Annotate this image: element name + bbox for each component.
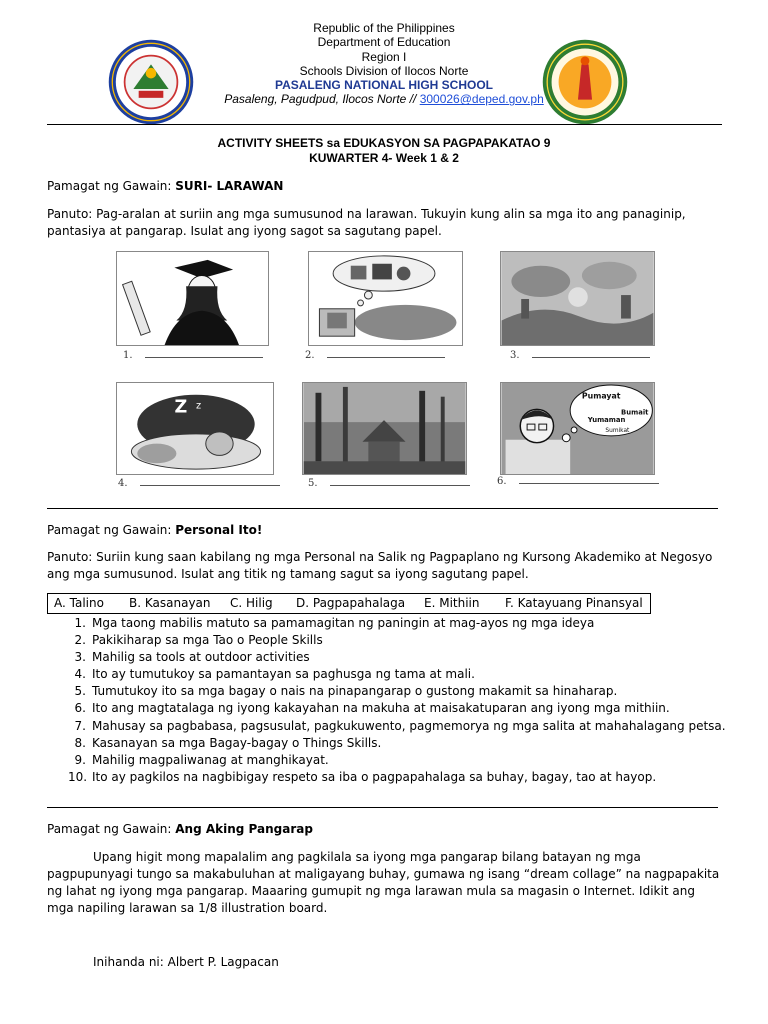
- prepared-by: Inihanda ni: Albert P. Lagpacan: [93, 955, 279, 969]
- item-number: 7.: [74, 718, 86, 733]
- item-text: Kasanayan sa mga Bagay-bagay o Things Skills.: [92, 735, 382, 750]
- graduate-image: [116, 251, 269, 346]
- answer-blank-2: [305, 350, 445, 361]
- list-item: [68, 700, 726, 717]
- list-item: [68, 666, 726, 683]
- list-item: [68, 752, 726, 769]
- letterhead-text: [200, 21, 568, 107]
- item-text: Mahilig magpaliwanag at manghikayat.: [92, 752, 329, 767]
- bubble-word-1: Pumayat: [581, 391, 621, 401]
- list-item: [68, 632, 726, 649]
- picture-number-6: 6.: [497, 476, 507, 487]
- activity3-name: Ang Aking Pangarap: [175, 822, 313, 836]
- svg-text:Z: Z: [174, 397, 188, 418]
- school-address: Pasaleng, Pagudpud, Ilocos Norte //: [224, 92, 420, 107]
- item-text: Ito ang magtatalaga ng iyong kakayahan na makuha at maisakatuparan ang iyong mga mithiin.: [92, 701, 670, 716]
- choice-f: F. Katayuang Pinansyal: [505, 596, 643, 610]
- answer-blank-4: [118, 478, 280, 489]
- school-name: PASALENG NATIONAL HIGH SCHOOL: [274, 78, 493, 93]
- sleeping-image: [116, 382, 274, 475]
- bubble-word-3: Bumait: [621, 408, 649, 417]
- letterhead-line-3: Region I: [361, 49, 407, 64]
- school-seal-logo: [107, 38, 195, 126]
- item-number: 3.: [74, 650, 86, 665]
- list-item: [68, 718, 726, 735]
- choice-e: E. Mithiin: [424, 596, 480, 610]
- choice-b: B. Kasanayan: [129, 596, 211, 610]
- activity2-name: Personal Ito!: [175, 523, 263, 537]
- item-number: 6.: [74, 701, 86, 716]
- deped-seal-logo: [541, 38, 629, 126]
- item-number: 1.: [74, 616, 86, 630]
- item-number: 2.: [74, 633, 86, 648]
- item-text: Pakikiharap sa mga Tao o People Skills: [92, 633, 323, 648]
- document-subtitle: KUWARTER 4- Week 1 & 2: [309, 151, 459, 165]
- section-divider-1: [47, 508, 718, 509]
- activity3-title: [47, 821, 727, 838]
- item-number: 5.: [74, 684, 86, 699]
- activity3-label: Pamagat ng Gawain:: [47, 822, 176, 836]
- choice-c: C. Hilig: [230, 596, 273, 610]
- list-item: [68, 769, 726, 786]
- item-text: Mahilig sa tools at outdoor activities: [92, 650, 310, 665]
- letterhead-line-1: Republic of the Philippines: [313, 21, 455, 35]
- item-text: Ito ay pagkilos na nagbibigay respeto sa iba o pagpapahalaga sa buhay, bagay, tao at hayop.: [92, 769, 657, 784]
- letterhead: [0, 0, 768, 124]
- choices-box: [47, 593, 651, 614]
- answer-blank-6: [497, 476, 659, 487]
- picture-number-4: 4.: [118, 478, 128, 489]
- letterhead-line-4: Schools Division of Ilocos Norte: [299, 63, 469, 78]
- list-item: [68, 683, 726, 700]
- activity2-title: [47, 522, 727, 539]
- question-list: [68, 615, 726, 786]
- picture-number-1: 1.: [123, 350, 133, 361]
- activity1-instructions: Panuto: Pag-aralan at suriin ang mga sumusunod na larawan. Tukuyin kung alin sa mga ito ang panaginip, pantasiya at pangarap. Isulat ang iyong sagot sa sagutang papel.: [47, 207, 686, 238]
- activity2-label: Pamagat ng Gawain:: [47, 523, 176, 537]
- item-text: Mahusay sa pagbabasa, pagsusulat, pagkukuwento, pagmemorya ng mga salita at mahahalagang petsa.: [92, 718, 726, 733]
- choice-d: D. Pagpapahalaga: [296, 596, 406, 610]
- item-text: Ito ay tumutukoy sa pamantayan sa paghusga ng tama at mali.: [92, 667, 475, 682]
- activity2-instructions: Panuto: Suriin kung saan kabilang ng mga Personal na Salik ng Pagpaplano ng Kursong Akademiko at Negosyo ang mga sumusunod. Isulat ang titik ng tamang sagut sa iyong sagutang papel.: [47, 550, 713, 581]
- header-divider: [47, 124, 722, 125]
- picture-number-5: 5.: [308, 478, 318, 489]
- list-item: [68, 615, 726, 632]
- dream-thought-image: [308, 251, 463, 346]
- svg-text:z: z: [195, 400, 202, 412]
- list-item: [68, 735, 726, 752]
- item-text: Mga taong mabilis matuto sa pamamagitan ng paningin at mag-ayos ng mga ideya: [92, 616, 595, 630]
- picture-number-3: 3.: [510, 350, 520, 361]
- school-address-line: [200, 92, 568, 106]
- section-divider-2: [47, 807, 718, 808]
- picture-number-2: 2.: [305, 350, 315, 361]
- activity1-title: [47, 178, 727, 195]
- activity3-body: Upang higit mong mapalalim ang pagkilala sa iyong mga pangarap bilang batayan ng mga pagpupunyagi tungo sa makabuluhan at maligayang buhay, gumawa ng isang “dream collage” na nagpapakita ng lahat ng iyong mga pangarap. Maaaring gumupit ng mga larawan mula sa magasin o Internet. Idikit ang mga napiling larawan sa 1/8 illustration board.: [47, 850, 720, 915]
- item-text: Tumutukoy ito sa mga bagay o nais na pinapangarap o gustong makamit sa hinaharap.: [92, 684, 618, 699]
- item-number: 9.: [74, 752, 86, 767]
- email-link[interactable]: 300026@deped.gov.ph: [419, 92, 544, 107]
- item-number: 10.: [68, 769, 88, 784]
- list-item: [68, 649, 726, 666]
- answer-blank-3: [510, 350, 650, 361]
- haunted-forest-image: [302, 382, 467, 475]
- activity1-label: Pamagat ng Gawain:: [47, 179, 176, 193]
- choice-a: A. Talino: [54, 596, 104, 610]
- bubble-word-4: Sumikat: [605, 427, 630, 434]
- answer-blank-1: [123, 350, 263, 361]
- document-title: ACTIVITY SHEETS sa EDUKASYON SA PAGPAPAKATAO 9: [217, 136, 551, 150]
- answer-blank-5: [308, 478, 470, 489]
- bubble-word-2: Yumaman: [587, 416, 626, 425]
- letterhead-line-2: Department of Education: [317, 35, 451, 50]
- thinking-boy-image: [500, 382, 655, 475]
- fantasy-landscape-image: [500, 251, 655, 346]
- item-number: 8.: [74, 735, 86, 750]
- activity1-name: SURI- LARAWAN: [175, 179, 284, 193]
- item-number: 4.: [74, 667, 86, 682]
